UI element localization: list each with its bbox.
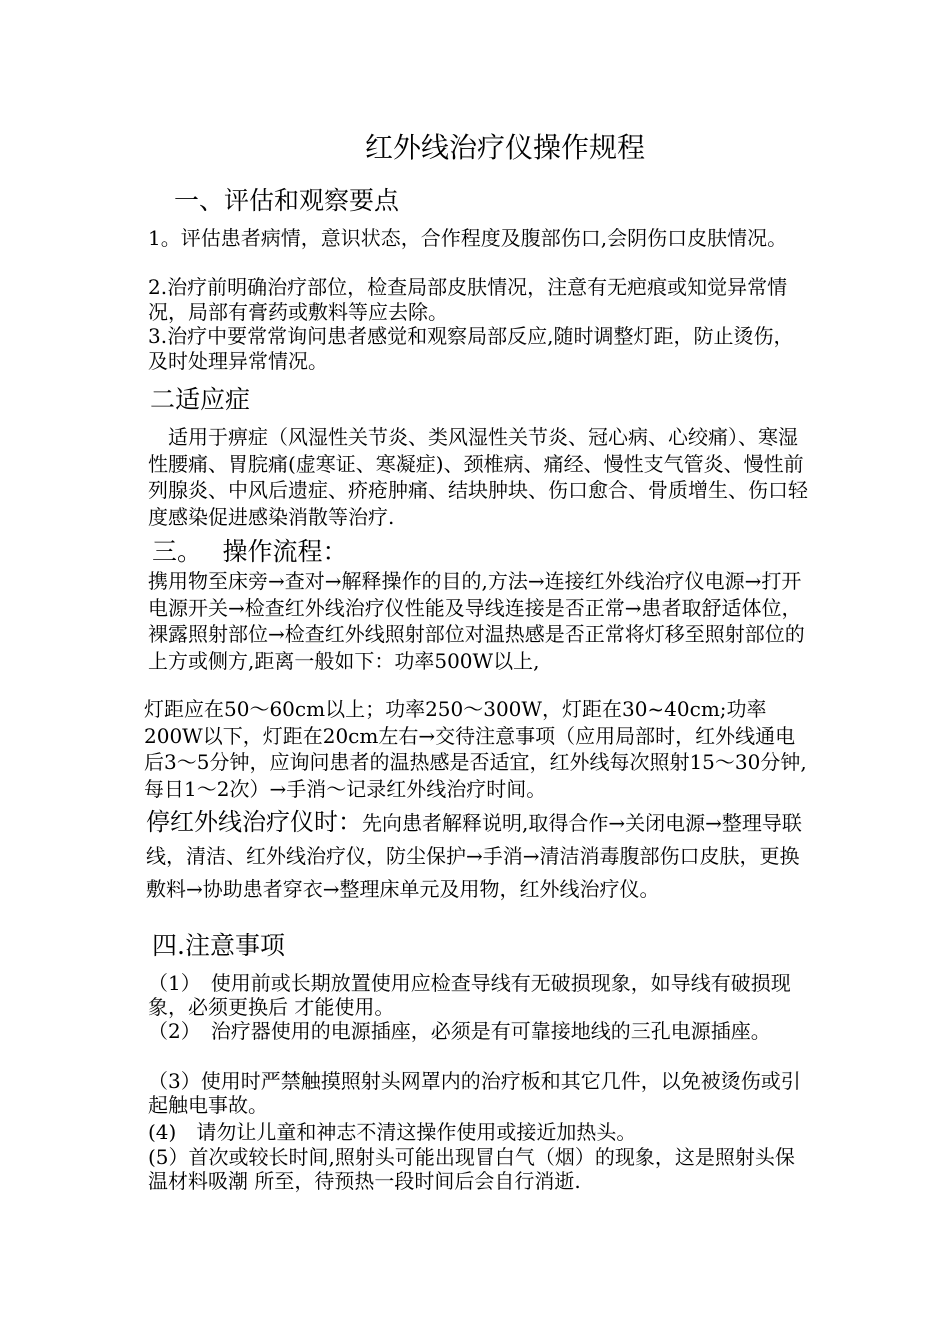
precaution-item-3: （3）使用时严禁触摸照射头网罩内的治疗板和其它几件，以免被烫伤或引起触电事故。 <box>148 1069 801 1117</box>
stop-procedure-paragraph <box>146 806 812 906</box>
stop-procedure-text: 先向患者解释说明,取得合作→关闭电源→整理导联线，清洁、红外线治疗仪，防尘保护→手消→清洁消毒腹部伤口皮肤，更换敷料→协助患者穿衣→整理床单元及用物，红外线治疗仪。 <box>146 811 802 901</box>
precaution-item-1: （1） 使用前或长期放置使用应检查导线有无破损现象，如导线有破损现象，必须更换后 才能使用。 <box>148 971 791 1019</box>
section-1-item-1: 1。评估患者病情，意识状态，合作程度及腹部伤口,会阴伤口皮肤情况。 <box>148 226 788 250</box>
section-4-heading: 四.注意事项 <box>152 931 285 960</box>
precaution-item-4: (4) 请勿让儿童和神志不清这操作使用或接近加热头。 <box>148 1120 637 1144</box>
procedure-flow-part-2: 灯距应在50～60cm以上；功率250～300W，灯距在30~40cm;功率200W以下，灯距在20cm左右→交待注意事项（应用局部时，红外线通电后3～5分钟，应询问患者的温热感是否适宜，红外线每次照射15～30分钟,每日1～2次）→手消～记录红外线治疗时间。 <box>144 697 807 801</box>
section-1-item-3: 3.治疗中要常常询问患者感觉和观察局部反应,随时调整灯距，防止烫伤，及时处理异常情况。 <box>148 324 794 373</box>
procedure-flow-part-1: 携用物至床旁→查对→解释操作的目的,方法→连接红外线治疗仪电源→打开电源开关→检查红外线治疗仪性能及导线连接是否正常→患者取舒适体位，裸露照射部位→检查红外线照射部位对温热感是否正常将灯移至照射部位的上方或侧方,距离一般如下：功率500W以上, <box>148 569 805 673</box>
stop-procedure-lead: 停红外线治疗仪时： <box>146 808 362 836</box>
document-title: 红外线治疗仪操作规程 <box>364 131 645 164</box>
section-1-heading: 一、评估和观察要点 <box>174 186 400 215</box>
precaution-item-5: (5）首次或较长时间,照射头可能出现冒白气（烟）的现象，这是照射头保温材料吸潮 所至，待预热一段时间后会自行消逝. <box>148 1145 795 1193</box>
section-1-item-2: 2.治疗前明确治疗部位，检查局部皮肤情况，注意有无疤痕或知觉异常情况，局部有膏药或敷料等应去除。 <box>148 275 788 324</box>
precaution-item-2: （2） 治疗器使用的电源插座，必须是有可靠接地线的三孔电源插座。 <box>148 1019 771 1043</box>
section-2-heading: 二适应症 <box>150 385 251 414</box>
section-3-heading: 三。 操作流程： <box>152 537 348 566</box>
indications-text: 适用于痹症（风湿性关节炎、类风湿性关节炎、冠心病、心绞痛）、寒湿性腰痛、胃脘痛(虚寒证、寒凝症)、颈椎病、痛经、慢性支气管炎、慢性前列腺炎、中风后遗症、疥疮肿痛、结块肿块、伤口愈合、骨质增生、伤口轻度感染促进感染消散等治疗. <box>148 425 808 529</box>
